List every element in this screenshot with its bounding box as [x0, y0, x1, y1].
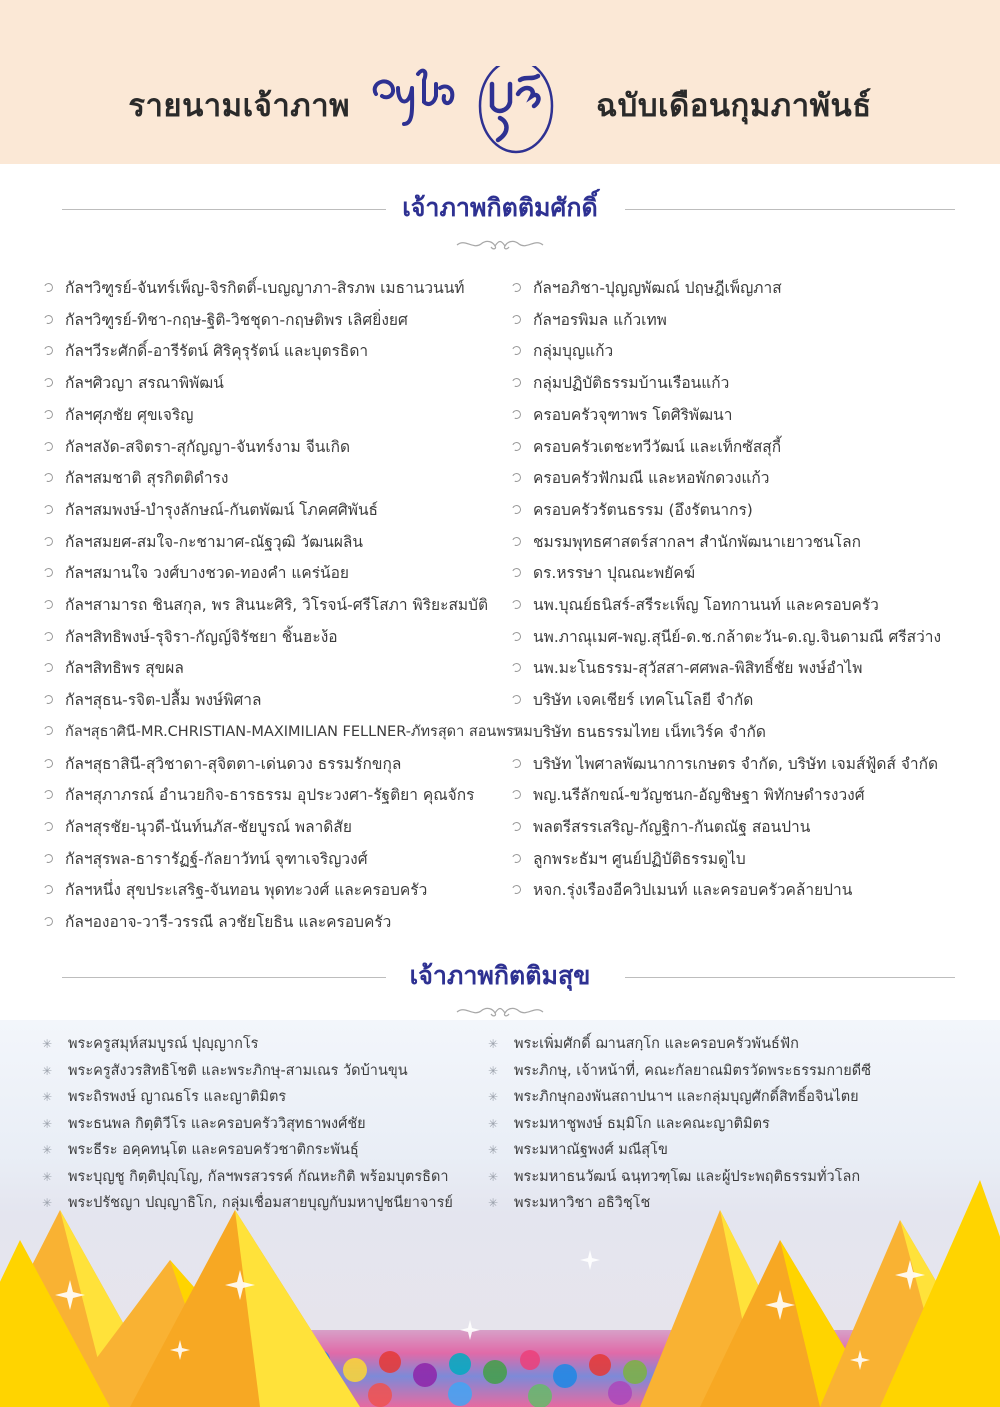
list-item: พลตรีสรรเสริญ-กัญฐิกา-กันตณัฐ สอนปาน	[512, 815, 810, 839]
list-item: กัลฯวิฑูรย์-ทิชา-กฤษ-ฐิติ-วิชชุดา-กฤษติพร เลิศยิ่งยศ	[44, 308, 408, 332]
list-item: นพ.ภาณุเมศ-พญ.สุนีย์-ด.ช.กล้าตะวัน-ด.ญ.จินดามณี ศรีสว่าง	[512, 625, 941, 649]
circle-bullet-icon	[511, 535, 523, 547]
list-item: ✳ พระครูสังวรสิทธิโชติ และพระภิกษุ-สามเณร วัดบ้านขุน	[40, 1059, 408, 1083]
list-item: ✳ พระปรัชญา ปญฺญาธิโก, กลุ่มเชื่อมสายบุญกับมหาปูชนียาจารย์	[40, 1191, 453, 1215]
list-item: กัลฯสมพงษ์-บำรุงลักษณ์-กันตพัฒน์ โภคศศิพันธ์	[44, 498, 378, 522]
list-item: กัลฯศิวญา สรณาพิพัฒน์	[44, 371, 224, 395]
circle-bullet-icon	[511, 630, 523, 642]
circle-bullet-icon	[511, 757, 523, 769]
title-left: รายนามเจ้าภาพ	[128, 88, 351, 124]
list-item: กัลฯสงัด-สจิตรา-สุกัญญา-จันทร์งาม จีนเกิด	[44, 435, 350, 459]
list-item: ✳ พระครูสมุห์สมบูรณ์ ปุญฺญากโร	[40, 1032, 258, 1056]
star-bullet-icon: ✳	[41, 1169, 53, 1184]
section-heading-honorary	[0, 188, 1000, 228]
circle-bullet-icon	[43, 757, 55, 769]
list-item: พญ.นรีลักขณ์-ขวัญชนก-อัญชิษฐา พิทักษดำรงวงศ์	[512, 783, 865, 807]
circle-bullet-icon	[43, 377, 55, 389]
circle-bullet-icon	[43, 409, 55, 421]
circle-bullet-icon	[43, 630, 55, 642]
title-right: ฉบับเดือนกุมภาพันธ์	[596, 88, 872, 124]
list-item: ✳ พระภิกษุกองพันสถาปนาฯ และกลุ่มบุญศักดิ์สิทธิ์อจินไตย	[486, 1085, 859, 1109]
list-item: กัลฯสมชาติ สุรกิตติดำรง	[44, 466, 228, 490]
list-item: กัลฯสมานใจ วงศ์บางชวด-ทองคำ แคร่น้อย	[44, 561, 349, 585]
circle-bullet-icon	[511, 884, 523, 896]
list-item: กัลฯสิทธิพงษ์-รุจิรา-กัญญ์จิรัชยา ชิ้นฮะง้อ	[44, 625, 338, 649]
star-bullet-icon: ✳	[487, 1169, 499, 1184]
circle-bullet-icon	[43, 852, 55, 864]
list-item: ✳ พระมหาธนวัฒน์ ฉนฺทวฑฺโฒ และผู้ประพฤติธรรมทั่วโลก	[486, 1165, 860, 1189]
list-item: ลูกพระธัมฯ ศูนย์ปฏิบัติธรรมดูไบ	[512, 847, 746, 871]
circle-bullet-icon	[43, 567, 55, 579]
flourish-icon	[455, 1003, 545, 1019]
list-item: ✳ พระถิรพงษ์ ญาณธโร และญาติมิตร	[40, 1085, 286, 1109]
list-item: กัลฯหนึ่ง สุขประเสริฐ-จันทอน พุดทะวงศ์ และครอบครัว	[44, 878, 427, 902]
list-item: ✳ พระธนพล กิตฺติวีโร และครอบครัววิสุทธาพงศ์ชัย	[40, 1112, 366, 1136]
list-item: ครอบครัวจุฑาพร โตศิริพัฒนา	[512, 403, 732, 427]
divider-line	[625, 209, 955, 210]
star-bullet-icon: ✳	[41, 1063, 53, 1078]
list-item: กัลฯองอาจ-วารี-วรรณี ลวชัยโยธิน และครอบครัว	[44, 910, 391, 934]
star-bullet-icon: ✳	[41, 1143, 53, 1157]
circle-bullet-icon	[511, 599, 523, 611]
list-item: หจก.รุ่งเรืองอีควิปเมนท์ และครอบครัวคล้ายปาน	[512, 878, 852, 902]
list-item: นพ.บุณย์ธนิสร์-สรีระเพ็ญ โอทกานนท์ และครอบครัว	[512, 593, 879, 617]
circle-bullet-icon	[511, 345, 523, 357]
section-heading-happiness	[0, 956, 1000, 996]
list-item: กัลฯสุรพล-ธารารัฏฐ์-กัลยาวัทน์ จุฑาเจริญวงศ์	[44, 847, 368, 871]
list-item: บริษัท ธนธรรมไทย เน็ทเวิร์ค จำกัด	[512, 720, 766, 744]
circle-bullet-icon	[511, 852, 523, 864]
circle-bullet-icon	[43, 916, 55, 928]
circle-bullet-icon	[511, 662, 523, 674]
list-item: ✳ พระธีระ อคฺคทนฺโต และครอบครัวชาติกระพันธุ์	[40, 1138, 359, 1162]
circle-bullet-icon	[43, 313, 55, 325]
circle-bullet-icon	[511, 726, 523, 738]
list-item: กลุ่มบุญแก้ว	[512, 339, 613, 363]
circle-bullet-icon	[511, 377, 523, 389]
list-item: กัลฯอภิชา-ปุญญพัฒณ์ ปฤษฎีเพ็ญภาส	[512, 276, 782, 300]
list-item: กัลฯวีระศักดิ์-อารีรัตน์ ศิริคุรุรัตน์ และบุตรธิดา	[44, 339, 368, 363]
list-item: กัลฯสมยศ-สมใจ-กะชามาศ-ณัฐวุฒิ วัฒนผลิน	[44, 530, 363, 554]
list-item: ✳ พระมหาณัฐพงศ์ มณีสุโข	[486, 1138, 668, 1162]
circle-bullet-icon	[43, 725, 55, 737]
circle-bullet-icon	[511, 821, 523, 833]
circle-bullet-icon	[43, 662, 55, 674]
list-item: ดร.หรรษา ปุณณะพยัคฆ์	[512, 561, 695, 585]
list-item: ✳ พระมหาวิชา อธิวิชฺโช	[486, 1191, 650, 1215]
list-item: กัลฯสุธาศินี-MR.CHRISTIAN-MAXIMILIAN FELLNER-ภัทรสุดา สอนพรหม	[44, 720, 533, 744]
list-item: บริษัท เจคเชียร์ เทคโนโลยี จำกัด	[512, 688, 753, 712]
section-title: เจ้าภาพกิตติมศักดิ์	[402, 193, 598, 222]
circle-bullet-icon	[43, 504, 55, 516]
list-item: กลุ่มปฏิบัติธรรมบ้านเรือนแก้ว	[512, 371, 729, 395]
circle-bullet-icon	[511, 567, 523, 579]
circle-bullet-icon	[511, 313, 523, 325]
list-item: กัลฯศุภชัย ศุขเจริญ	[44, 403, 194, 427]
circle-bullet-icon	[511, 282, 523, 294]
list-item: กัลฯสามารถ ชินสกุล, พร สินนะศิริ, วิโรจน์-ศรีโสภา พิริยะสมบัติ	[44, 593, 488, 617]
list-item: ครอบครัวเตชะทวีวัฒน์ และเท็กซัสสุกี้	[512, 435, 781, 459]
list-item: ✳ พระภิกษุ, เจ้าหน้าที่, คณะกัลยาณมิตรวัดพระธรรมกายดีซี	[486, 1059, 871, 1083]
list-item: ✳ พระบุญชู กิตฺติปุญฺโญ, กัลฯพรสวรรค์ กัณหะกิติ พร้อมบุตรธิดา	[40, 1165, 449, 1189]
list-item: กัลฯอรพิมล แก้วเทพ	[512, 308, 667, 332]
circle-bullet-icon	[43, 884, 55, 896]
circle-bullet-icon	[511, 789, 523, 801]
list-item: ✳ พระเพิ่มศักดิ์ ฌานสกฺโก และครอบครัวพันธ์ฟัก	[486, 1032, 799, 1056]
star-bullet-icon: ✳	[487, 1196, 499, 1210]
circle-bullet-icon	[43, 789, 55, 801]
list-item: ชมรมพุทธศาสตร์สากลฯ สำนักพัฒนาเยาวชนโลก	[512, 530, 861, 554]
list-item: ✳ พระมหาชูพงษ์ ธมฺมิโก และคณะญาติมิตร	[486, 1112, 770, 1136]
list-item: ครอบครัวฟักมณี และหอพักดวงแก้ว	[512, 466, 769, 490]
star-bullet-icon: ✳	[487, 1143, 499, 1157]
list-item: บริษัท ไพศาลพัฒนาการเกษตร จำกัด, บริษัท เจมส์ฟู้ดส์ จำกัด	[512, 752, 938, 776]
circle-bullet-icon	[511, 472, 523, 484]
list-item: กัลฯวิฑูรย์-จันทร์เพ็ญ-จิรกิตติ์-เบญญาภา-สิรภพ เมธานวนนท์	[44, 276, 465, 300]
star-bullet-icon: ✳	[487, 1063, 499, 1078]
list-item: กัลฯสุภาภรณ์ อำนวยกิจ-ธารธรรม อุประวงศา-รัฐติยา คุณจักร	[44, 783, 474, 807]
star-bullet-icon: ✳	[487, 1090, 499, 1104]
star-bullet-icon: ✳	[41, 1037, 53, 1051]
list-item: กัลฯสุธาสินี-สุวิชาดา-สุจิตตา-เด่นดวง ธรรมรักขกุล	[44, 752, 401, 776]
star-bullet-icon: ✳	[41, 1090, 53, 1104]
circle-bullet-icon	[43, 599, 55, 611]
circle-bullet-icon	[43, 282, 55, 294]
list-item: นพ.มะโนธรรม-สุวัสสา-ศศพล-พิสิทธิ์ชัย พงษ์อำไพ	[512, 656, 862, 680]
circle-bullet-icon	[511, 409, 523, 421]
circle-bullet-icon	[43, 694, 55, 706]
list-item: กัลฯสุรชัย-นุวดี-นันท์นภัส-ชัยบูรณ์ พลาดิสัย	[44, 815, 352, 839]
list-item: ครอบครัวรัตนธรรม (อึงรัตนากร)	[512, 498, 753, 522]
circle-bullet-icon	[43, 440, 55, 452]
circle-bullet-icon	[43, 345, 55, 357]
section-title: เจ้าภาพกิตติมสุข	[409, 961, 591, 990]
star-bullet-icon: ✳	[487, 1116, 499, 1131]
list-item: กัลฯสิทธิพร สุขผล	[44, 656, 184, 680]
circle-bullet-icon	[511, 440, 523, 452]
divider-line	[625, 977, 955, 978]
flourish-icon	[455, 236, 545, 252]
star-bullet-icon: ✳	[41, 1116, 53, 1131]
list-item: กัลฯสุธน-รจิต-ปลื้ม พงษ์พิศาล	[44, 688, 262, 712]
circle-bullet-icon	[511, 504, 523, 516]
star-bullet-icon: ✳	[41, 1196, 53, 1210]
star-bullet-icon: ✳	[487, 1037, 499, 1051]
circle-bullet-icon	[43, 472, 55, 484]
circle-bullet-icon	[511, 694, 523, 706]
circle-bullet-icon	[43, 535, 55, 547]
circle-bullet-icon	[43, 821, 55, 833]
